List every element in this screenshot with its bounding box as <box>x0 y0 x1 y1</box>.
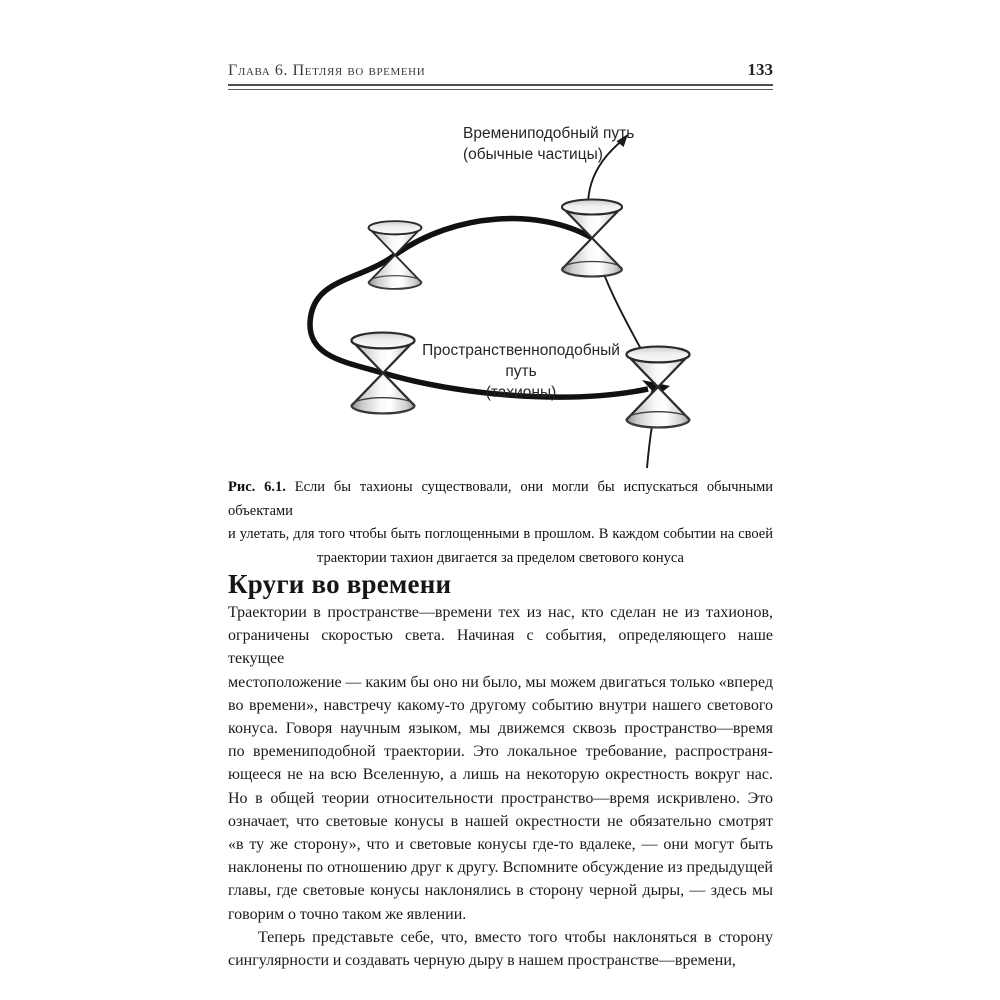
caption-text: Если бы тахионы существовали, они могли бы испускаться обычными объектами <box>228 479 773 519</box>
timelike-label-line1: Времениподобный путь <box>463 125 635 142</box>
text-line: Теперь представьте себе, что, вместо того чтобы наклоняться в сторону <box>258 928 773 946</box>
text-line: местоположение — каким бы оно ни было, мы можем двигаться только «вперед <box>228 673 773 691</box>
text-line: «в ту же сторону», что и световые конусы где-то вдалеке, — они могут быть <box>228 836 773 854</box>
page-header <box>228 60 773 80</box>
light-cone <box>369 221 422 289</box>
text-line: главы, где световые конусы наклонялись в сторону черной дыры, — здесь мы <box>228 882 773 900</box>
paragraph <box>228 601 773 926</box>
figure-light-cones <box>220 110 780 476</box>
text-line: ющееся не на всю Вселенную, а лишь на некоторую окрестность вокруг нас. <box>228 766 773 784</box>
text-line: во времени», навстречу какому-то другому событию внутри нашего светового <box>228 696 773 714</box>
header-rule-thin <box>228 89 773 90</box>
caption-line: и улетать, для того чтобы быть поглощенными в прошлом. В каждом событии на своей <box>228 526 773 542</box>
spacelike-label-line3: (тахионы) <box>485 384 557 401</box>
text-line: сингулярности и создавать черную дыру в нашем пространстве—времени, <box>228 952 736 970</box>
text-line: конуса. Говоря научным языком, мы движемся сквозь пространство—время <box>228 720 773 738</box>
text-line: означает, что световые конусы в нашей окрестности не обязательно смотрят <box>228 812 773 830</box>
spacelike-label-line2: путь <box>505 363 537 380</box>
timelike-label-line2: (обычные частицы) <box>463 146 603 163</box>
text-line: Траектории в пространстве—времени тех из нас, кто сделан не из тахионов, <box>228 604 773 621</box>
caption-figure-number: Рис. 6.1. <box>228 479 286 495</box>
text-line: Но в общей теории относительности пространство—время искривлено. Это <box>228 789 773 807</box>
spacelike-label <box>401 340 641 403</box>
body-text <box>228 601 773 972</box>
light-cone <box>562 200 622 277</box>
spacelike-label-line1: Пространственноподобный <box>422 342 620 359</box>
caption-line <box>228 476 773 523</box>
running-head: Глава 6. Петляя во времени <box>228 62 426 79</box>
figure-caption <box>228 476 773 570</box>
page-number: 133 <box>747 60 773 79</box>
timelike-label <box>463 123 634 165</box>
text-line: по времениподобной траектории. Это локальное требование, распространя- <box>228 743 773 761</box>
paragraph <box>228 926 773 972</box>
section-heading: Круги во времени <box>228 569 452 600</box>
caption-line: траектории тахион двигается за пределом светового конуса <box>317 549 684 566</box>
text-line: говорим о точно таком же явлении. <box>228 905 467 923</box>
text-line: ограничены скоростью света. Начиная с события, определяющего наше текущее <box>228 627 773 668</box>
header-rule-thick <box>228 84 773 86</box>
text-line: наклонены по отношению друг к другу. Вспомните обсуждение из предыдущей <box>228 859 773 877</box>
